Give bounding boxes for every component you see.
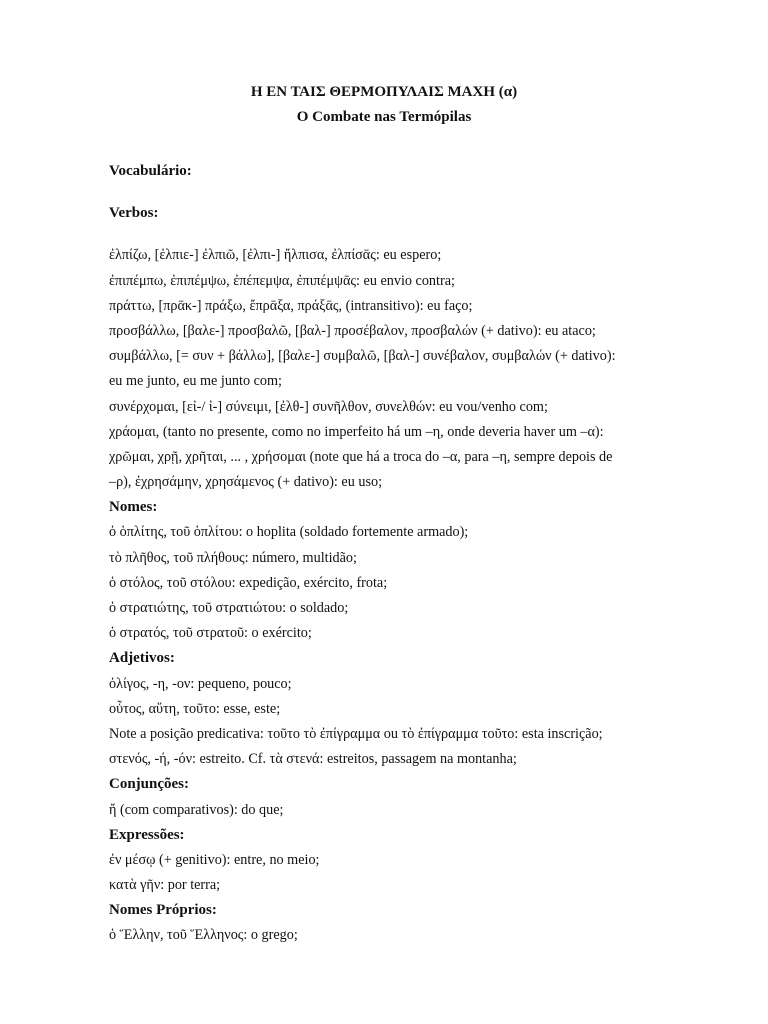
- noun-entry: ὁ στρατός, τοῦ στρατοῦ: o exército;: [109, 625, 312, 642]
- verbs-list: [109, 243, 669, 495]
- vocabulary-body: [109, 159, 669, 949]
- adjectives-heading: Adjetivos:: [109, 650, 175, 667]
- verb-entry: eu me junto, eu me junto com;: [109, 373, 282, 390]
- proper-nouns-list: [109, 923, 669, 948]
- adjective-entry: ὀλίγος, -η, -ον: pequeno, pouco;: [109, 675, 292, 692]
- adjectives-list: [109, 672, 669, 773]
- conjunctions-heading: Conjunções:: [109, 776, 190, 793]
- verb-entry: ἐλπίζω, [ἐλπιε-] ἐλπιῶ, [ἐλπι-] ἤλπισα, ἐλπίσᾱς: eu espero;: [109, 247, 442, 264]
- verb-entry: ἐπιπέμπω, ἐπιπέμψω, ἐπέπεμψα, ἐπιπέμψᾱς: eu envio contra;: [109, 272, 455, 289]
- verb-entry: συνέρχομαι, [εἰ-/ ἰ-] σύνειμι, [ἐλθ-] συνῆλθον, συνελθών: eu vou/venho com;: [109, 398, 548, 415]
- noun-entry: ὁ στόλος, τοῦ στόλου: expedição, exército, frota;: [109, 574, 388, 591]
- verb-entry: χράομαι, (tanto no presente, como no imperfeito há um –η, onde deveria haver um –α):: [109, 423, 604, 440]
- nouns-list: [109, 520, 669, 646]
- nouns-heading: Nomes:: [109, 499, 158, 516]
- proper-noun-entry: ὁ Ἕλλην, τοῦ Ἕλληνος: o grego;: [109, 927, 298, 944]
- adjective-entry: Note a posição predicativa: τοῦτο τὸ ἐπίγραμμα ou τὸ ἐπίγραμμα τοῦτο: esta inscrição;: [109, 725, 603, 742]
- proper-nouns-heading: Nomes Próprios:: [109, 902, 217, 919]
- vocabulary-heading: Vocabulário:: [109, 163, 192, 179]
- verb-entry: –ρ), ἐχρησάμην, χρησάμενος (+ dativo): eu uso;: [109, 474, 383, 491]
- expression-entry: κατὰ γῆν: por terra;: [109, 877, 221, 894]
- document-title: Η ΕΝ ΤΑΙΣ ΘΕΡΜΟΠΥΛΑΙΣ ΜΑΧΗ (α): [250, 84, 518, 100]
- expression-entry: ἐν μέσῳ (+ genitivo): entre, no meio;: [109, 851, 320, 868]
- conjunctions-list: [109, 798, 669, 823]
- verb-entry: χρῶμαι, χρῇ, χρῆται, ... , χρήσομαι (note que há a troca do –α, para –η, sempre depois de: [109, 448, 613, 465]
- adjective-entry: οὗτος, αὕτη, τοῦτο: esse, este;: [109, 700, 281, 717]
- section-spacer: [109, 184, 669, 201]
- noun-entry: τὸ πλῆθος, τοῦ πλήθους: número, multidão;: [109, 549, 357, 566]
- conjunction-entry: ἤ (com comparativos): do que;: [109, 801, 284, 818]
- verbs-heading: Verbos:: [109, 205, 159, 222]
- expressions-heading: Expressões:: [109, 826, 185, 843]
- verb-entry: προσβάλλω, [βαλε-] προσβαλῶ, [βαλ-] προσέβαλον, προσβαλών (+ dativo): eu ataco;: [109, 322, 596, 339]
- noun-entry: ὁ στρατιώτης, τοῦ στρατιώτου: o soldado;: [109, 600, 349, 616]
- noun-entry: ὁ ὁπλίτης, τοῦ ὁπλίτου: o hoplita (soldado fortemente armado);: [109, 524, 469, 541]
- expressions-list: [109, 848, 669, 898]
- adjective-entry: στενός, -ή, -όν: estreito. Cf. τὰ στενά: estreitos, passagem na montanha;: [109, 751, 517, 768]
- section-spacer: [109, 226, 669, 243]
- verb-entry: συμβάλλω, [= συν + βάλλω], [βαλε-] συμβαλῶ, [βαλ-] συνέβαλον, συμβαλών (+ dativo):: [109, 348, 616, 365]
- document-subtitle: O Combate nas Termópilas: [296, 109, 472, 125]
- verb-entry: πράττω, [πρᾱκ-] πράξω, ἔπρᾱξα, πράξᾱς, (intransitivo): eu faço;: [109, 297, 473, 314]
